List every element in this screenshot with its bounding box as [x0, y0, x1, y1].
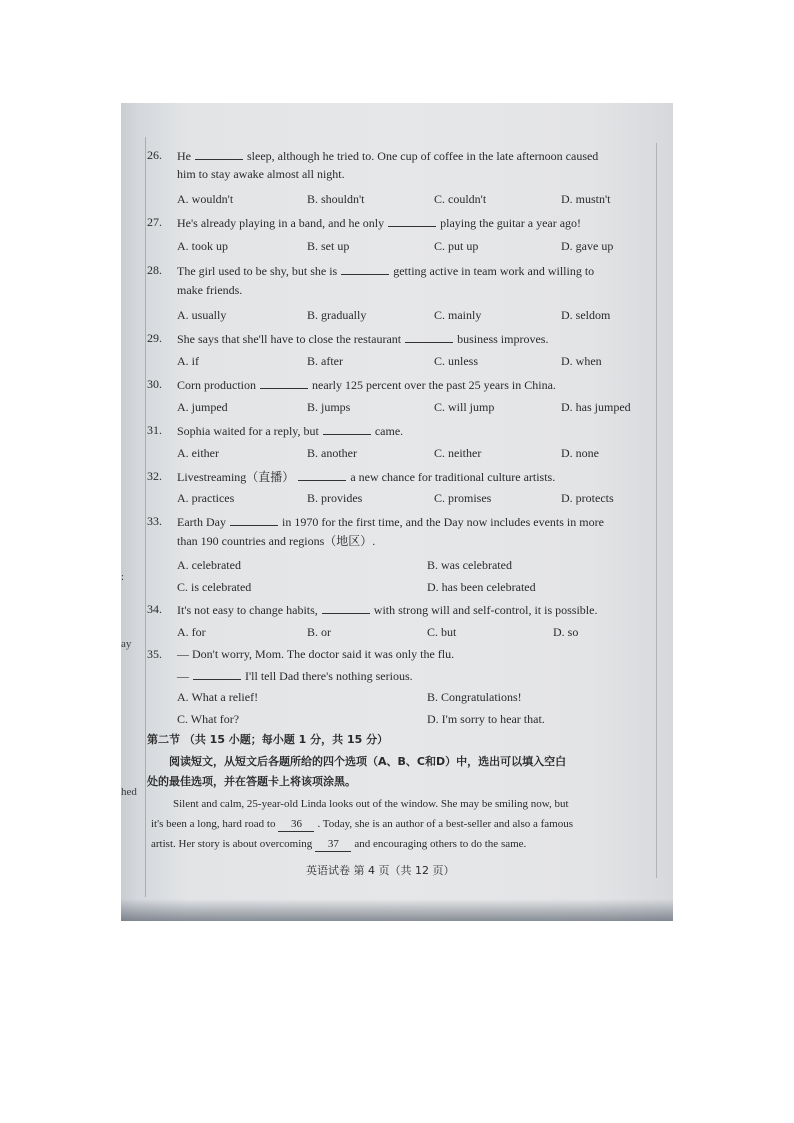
option-c: C. will jump: [434, 400, 495, 414]
option-d: D. mustn't: [561, 192, 611, 206]
question-stem-continued: than 190 countries and regions（地区）.: [177, 534, 376, 548]
answer-blank: [195, 148, 243, 160]
option-b: B. jumps: [307, 400, 351, 414]
passage-line: Silent and calm, 25-year-old Linda looks out of the window. She may be smiling now, but: [173, 798, 569, 810]
passage-blank-37: 37: [315, 837, 351, 852]
question-number: 26.: [147, 148, 162, 162]
question-number: 32.: [147, 469, 162, 483]
option-d: D. has jumped: [561, 400, 631, 414]
option-b: B. provides: [307, 491, 363, 505]
photo-bottom-shadow: [121, 899, 673, 921]
photographed-exam-page: [121, 103, 673, 921]
question-stem: He's already playing in a band, and he only playing the guitar a year ago!: [177, 216, 582, 230]
answer-blank: [341, 263, 389, 275]
question-number: 35.: [147, 647, 162, 661]
option-d: D. has been celebrated: [427, 580, 536, 594]
option-a: A. practices: [177, 491, 235, 505]
question-number: 27.: [147, 215, 162, 229]
question-stem: It's not easy to change habits, with strong will and self-control, it is possible.: [177, 603, 598, 617]
question-number: 28.: [147, 263, 162, 277]
answer-blank: [323, 423, 371, 435]
option-c: C. neither: [434, 446, 482, 460]
passage-line: it's been a long, hard road to 36 . Today, she is an author of a best-seller and also a famous: [151, 818, 574, 830]
page-footer: 英语试卷 第 4 页（共 12 页）: [306, 864, 455, 877]
option-c: C. is celebrated: [177, 580, 252, 594]
margin-mark: :: [121, 571, 125, 583]
question-stem-continued: him to stay awake almost all night.: [177, 167, 345, 181]
option-a: A. What a relief!: [177, 690, 259, 704]
margin-mark: ay: [121, 638, 132, 650]
option-d: D. gave up: [561, 239, 614, 253]
option-c: C. put up: [434, 239, 479, 253]
option-c: C. but: [427, 625, 457, 639]
option-c: C. promises: [434, 491, 492, 505]
question-number: 30.: [147, 377, 162, 391]
option-a: A. celebrated: [177, 558, 241, 572]
answer-blank: [322, 602, 370, 614]
question-stem: She says that she'll have to close the restaurant business improves.: [177, 332, 549, 346]
option-b: B. or: [307, 625, 331, 639]
option-a: A. usually: [177, 308, 227, 322]
question-stem: Livestreaming（直播） a new chance for traditional culture artists.: [177, 470, 556, 484]
passage-line: artist. Her story is about overcoming 37 and encouraging others to do the same.: [151, 838, 527, 850]
answer-blank: [298, 469, 346, 481]
margin-mark: hed: [121, 786, 137, 798]
question-number: 29.: [147, 331, 162, 345]
question-stem: The girl used to be shy, but she is getting active in team work and willing to: [177, 264, 595, 278]
question-stem-continued: make friends.: [177, 283, 243, 297]
paper-right-edge: [656, 143, 657, 878]
option-b: B. gradually: [307, 308, 367, 322]
option-d: D. so: [553, 625, 579, 639]
question-stem: Earth Day in 1970 for the first time, and the Day now includes events in more: [177, 515, 604, 529]
answer-blank: [260, 377, 308, 389]
option-a: A. for: [177, 625, 206, 639]
question-number: 33.: [147, 514, 162, 528]
option-b: B. after: [307, 354, 343, 368]
option-b: B. Congratulations!: [427, 690, 522, 704]
section-instruction: 阅读短文，从短文后各题所给的四个选项（A、B、C和D）中，选出可以填入空白: [169, 755, 567, 768]
answer-blank: [230, 514, 278, 526]
question-number: 34.: [147, 602, 162, 616]
question-stem: Sophia waited for a reply, but came.: [177, 424, 404, 438]
option-a: A. jumped: [177, 400, 228, 414]
answer-blank: [388, 215, 436, 227]
question-number: 31.: [147, 423, 162, 437]
answer-blank: [405, 331, 453, 343]
option-c: C. unless: [434, 354, 479, 368]
question-stem-continued: — I'll tell Dad there's nothing serious.: [177, 669, 413, 683]
answer-blank: [193, 668, 241, 680]
option-b: B. shouldn't: [307, 192, 365, 206]
option-c: C. couldn't: [434, 192, 487, 206]
option-b: B. set up: [307, 239, 350, 253]
option-b: B. another: [307, 446, 357, 460]
paper-left-fold: [145, 137, 146, 897]
option-a: A. took up: [177, 239, 228, 253]
question-stem: Corn production nearly 125 percent over the past 25 years in China.: [177, 378, 556, 392]
option-d: D. protects: [561, 491, 614, 505]
option-a: A. wouldn't: [177, 192, 234, 206]
option-c: C. mainly: [434, 308, 482, 322]
option-d: D. I'm sorry to hear that.: [427, 712, 545, 726]
section-instruction-continued: 处的最佳选项，并在答题卡上将该项涂黑。: [147, 775, 356, 788]
question-stem: — Don't worry, Mom. The doctor said it was only the flu.: [177, 647, 455, 661]
option-b: B. was celebrated: [427, 558, 512, 572]
option-c: C. What for?: [177, 712, 240, 726]
section-heading: 第二节 （共 15 小题；每小题 1 分，共 15 分）: [147, 733, 389, 746]
option-a: A. if: [177, 354, 199, 368]
passage-blank-36: 36: [278, 817, 314, 832]
option-d: D. none: [561, 446, 599, 460]
option-d: D. seldom: [561, 308, 611, 322]
question-stem: He sleep, although he tried to. One cup of coffee in the late afternoon caused: [177, 149, 599, 163]
option-a: A. either: [177, 446, 219, 460]
option-d: D. when: [561, 354, 602, 368]
